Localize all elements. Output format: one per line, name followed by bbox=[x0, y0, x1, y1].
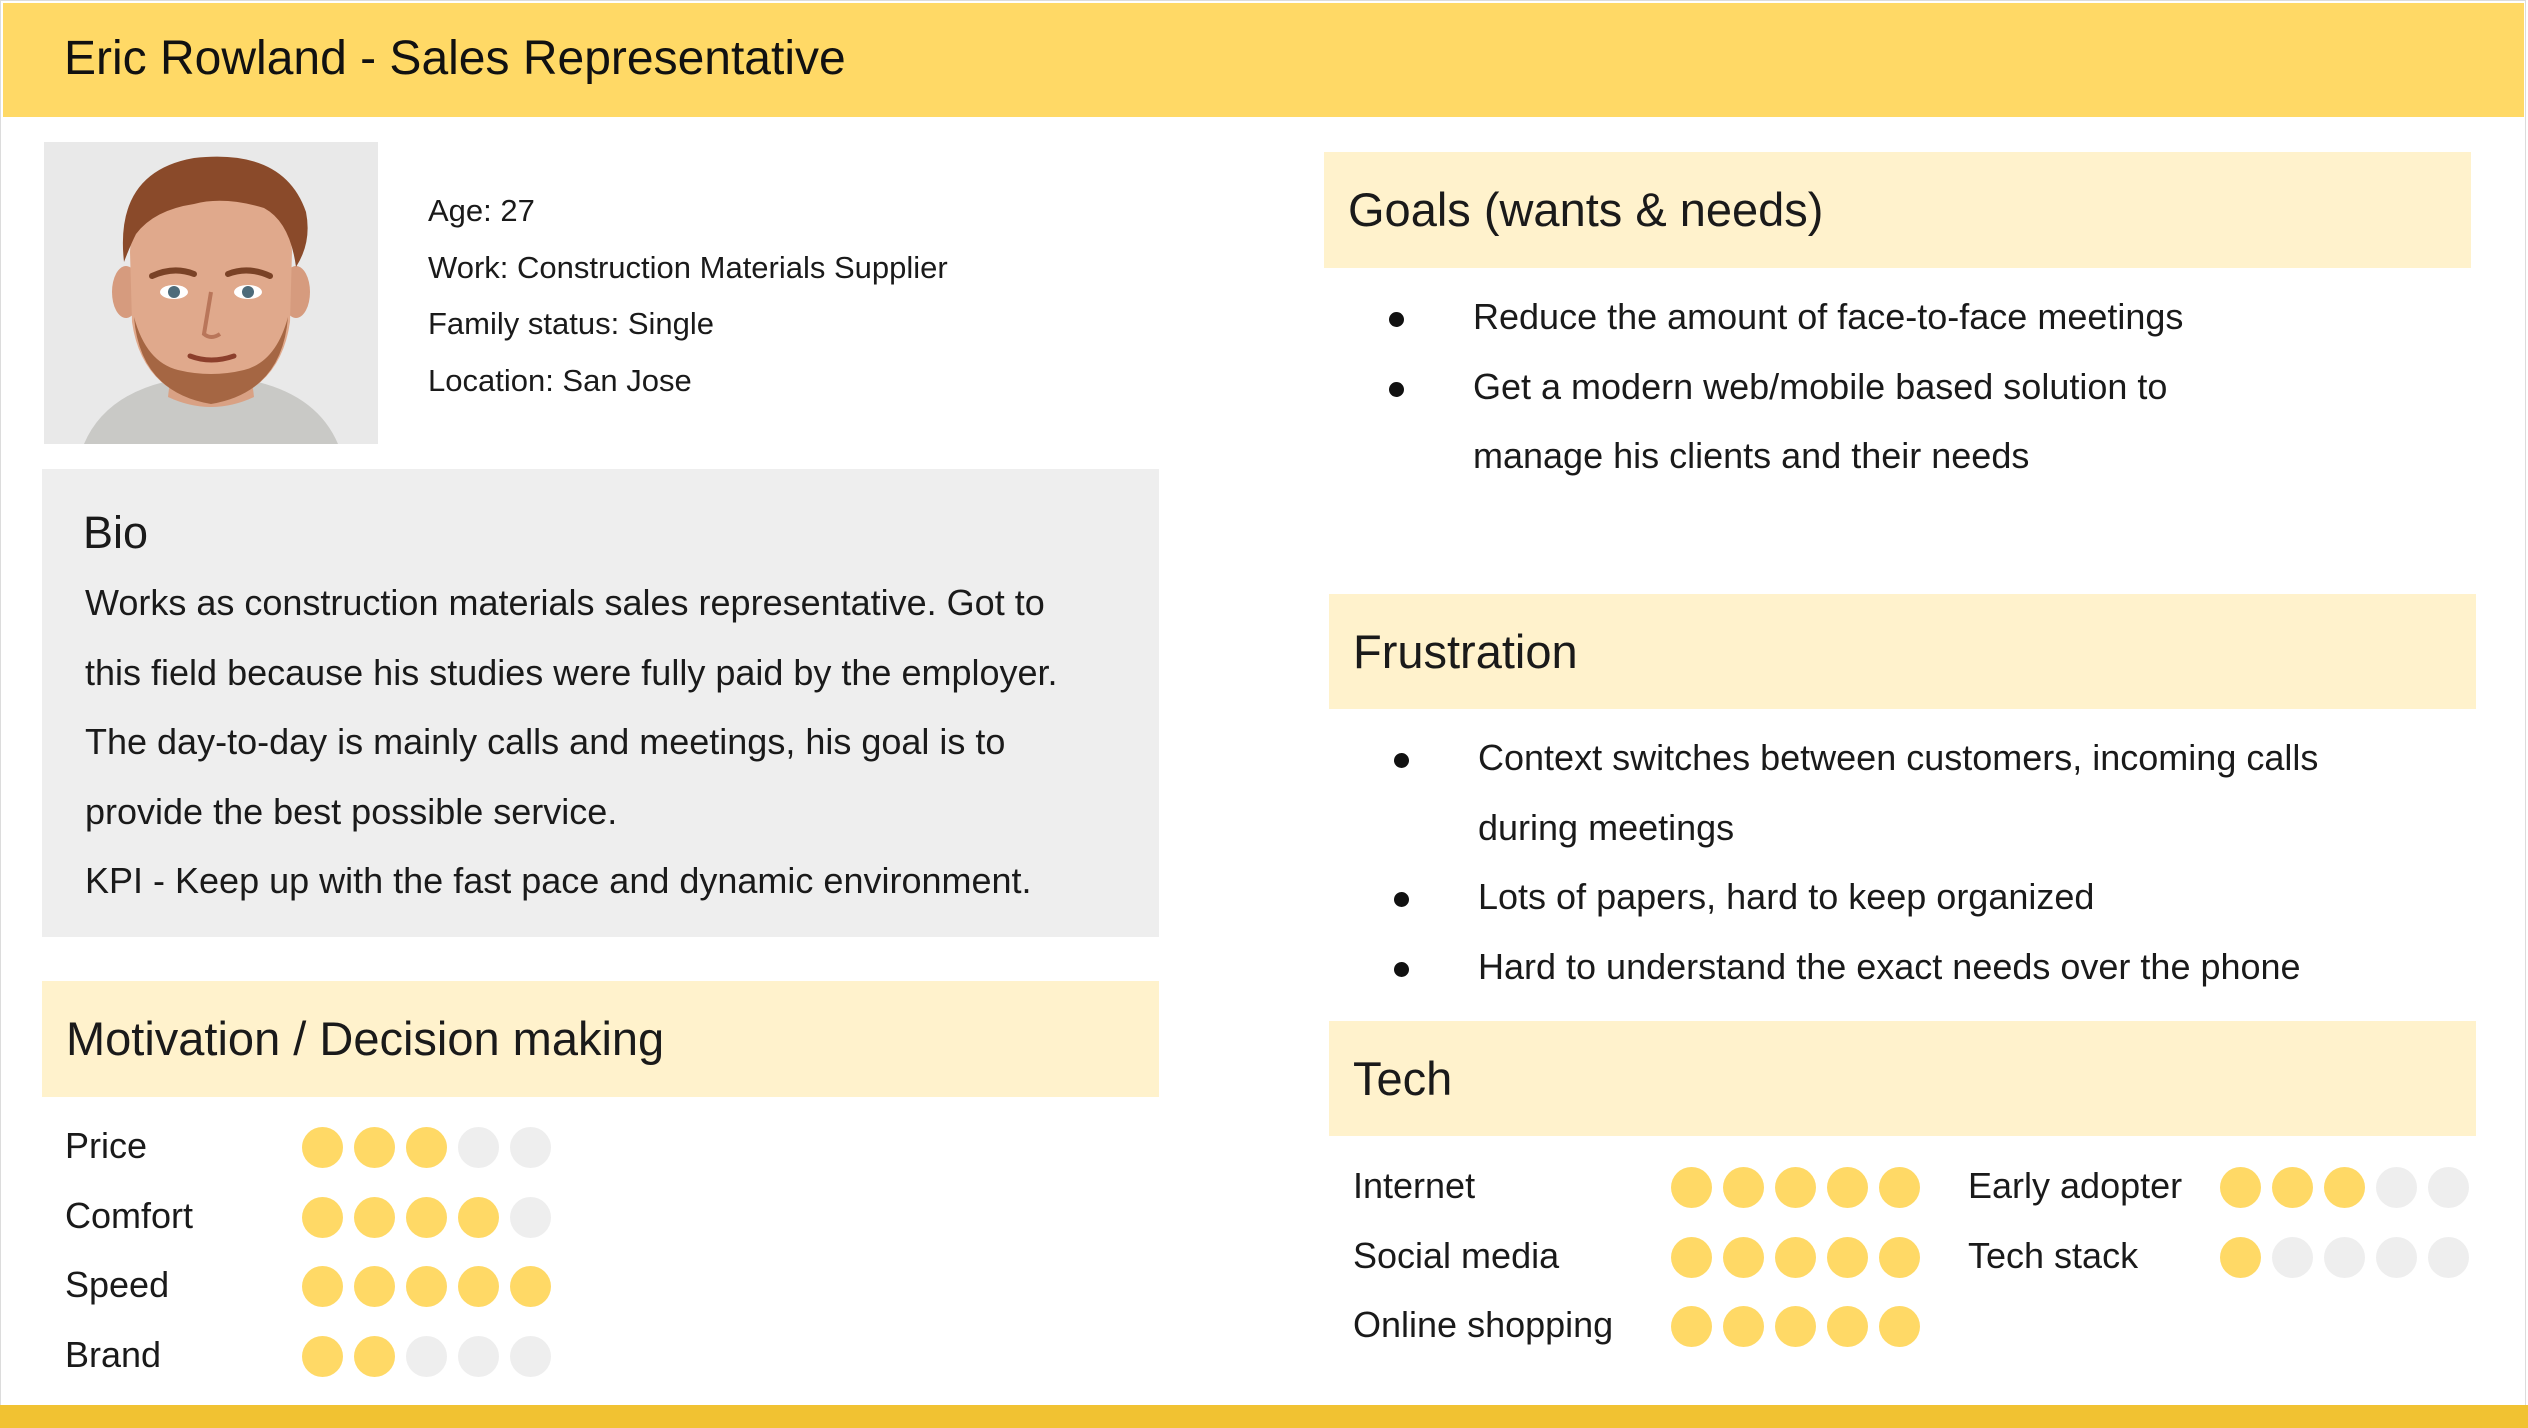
rating-dot-empty bbox=[2272, 1237, 2313, 1278]
rating-row bbox=[65, 1111, 625, 1181]
rating-dot-empty bbox=[2428, 1167, 2469, 1208]
goals-list bbox=[1389, 282, 2183, 491]
rating-dot-filled bbox=[302, 1127, 343, 1168]
rating-label: Social media bbox=[1353, 1234, 1560, 1276]
rating-dot-filled bbox=[1879, 1237, 1920, 1278]
rating-dot-filled bbox=[406, 1266, 447, 1307]
rating-label: Tech stack bbox=[1968, 1234, 2139, 1276]
tech-title: Tech bbox=[1353, 1052, 1453, 1105]
rating-label: Internet bbox=[1353, 1165, 1476, 1206]
rating-dot-empty bbox=[2324, 1237, 2365, 1278]
rating-dot-filled bbox=[1827, 1306, 1868, 1347]
bullet-icon bbox=[1389, 382, 1404, 397]
goals-header bbox=[1324, 152, 2471, 268]
bullet-text: Lots of papers, hard to keep organized bbox=[1478, 876, 2095, 917]
rating-dot-filled bbox=[1879, 1306, 1920, 1347]
fact-family-status: Family status: Single bbox=[428, 306, 714, 341]
rating-row bbox=[65, 1320, 625, 1390]
rating-dot-empty bbox=[2428, 1237, 2469, 1278]
rating-dot-filled bbox=[354, 1127, 395, 1168]
bio-line: Works as construction materials sales representative. Got to bbox=[85, 582, 1045, 623]
rating-label: Brand bbox=[65, 1333, 162, 1375]
rating-dot-filled bbox=[1827, 1167, 1868, 1208]
bullet-item bbox=[1394, 862, 2318, 932]
bullet-item bbox=[1394, 723, 2318, 862]
tech-header bbox=[1329, 1021, 2476, 1136]
bullet-text: during meetings bbox=[1478, 806, 1735, 848]
bullet-text: Context switches between customers, incoming calls bbox=[1478, 737, 2319, 778]
bullet-item bbox=[1389, 282, 2183, 352]
rating-label: Comfort bbox=[65, 1194, 194, 1236]
rating-dot-filled bbox=[1723, 1306, 1764, 1347]
rating-dot-filled bbox=[354, 1197, 395, 1238]
motivation-title: Motivation / Decision making bbox=[66, 1012, 665, 1065]
bio-line: provide the best possible service. bbox=[85, 790, 618, 832]
motivation-ratings bbox=[65, 1111, 625, 1389]
rating-dot-filled bbox=[1775, 1237, 1816, 1278]
rating-dot-filled bbox=[406, 1127, 447, 1168]
rating-dot-filled bbox=[1827, 1237, 1868, 1278]
bio-text bbox=[85, 568, 1145, 916]
rating-dot-empty bbox=[510, 1197, 551, 1238]
bullet-icon bbox=[1394, 892, 1409, 907]
rating-dots bbox=[1671, 1237, 1920, 1278]
rating-dot-filled bbox=[2272, 1167, 2313, 1208]
rating-dot-filled bbox=[2220, 1167, 2261, 1208]
bio-line: this field because his studies were fully paid by the employer. bbox=[85, 651, 1058, 693]
bullet-icon bbox=[1389, 312, 1404, 327]
rating-dot-empty bbox=[458, 1127, 499, 1168]
bullet-icon bbox=[1394, 962, 1409, 977]
frustration-header bbox=[1329, 594, 2476, 709]
rating-dots bbox=[302, 1197, 551, 1238]
rating-dot-filled bbox=[1723, 1237, 1764, 1278]
rating-dots bbox=[1671, 1167, 1920, 1208]
rating-dot-filled bbox=[1775, 1167, 1816, 1208]
rating-dots bbox=[1671, 1306, 1920, 1347]
rating-dots bbox=[2220, 1237, 2469, 1278]
rating-label: Speed bbox=[65, 1264, 170, 1305]
bottom-bar bbox=[0, 1405, 2528, 1428]
fact-location: Location: San Jose bbox=[428, 362, 692, 398]
bio-line: KPI - Keep up with the fast pace and dynamic environment. bbox=[85, 860, 1032, 901]
rating-row bbox=[65, 1250, 625, 1320]
bio-line: The day-to-day is mainly calls and meetings, his goal is to bbox=[85, 721, 1006, 762]
rating-dot-filled bbox=[1723, 1167, 1764, 1208]
rating-dot-filled bbox=[458, 1266, 499, 1307]
bullet-icon bbox=[1394, 753, 1409, 768]
frustration-title: Frustration bbox=[1353, 625, 1578, 678]
rating-dot-filled bbox=[1671, 1237, 1712, 1278]
rating-row bbox=[1353, 1221, 1953, 1291]
rating-dot-filled bbox=[406, 1197, 447, 1238]
frustration-list bbox=[1394, 723, 2318, 1001]
rating-dots bbox=[302, 1127, 551, 1168]
bullet-text: Hard to understand the exact needs over the phone bbox=[1478, 945, 2301, 987]
rating-dot-filled bbox=[2220, 1237, 2261, 1278]
rating-row bbox=[1353, 1290, 1953, 1360]
rating-dot-filled bbox=[354, 1336, 395, 1377]
rating-dot-filled bbox=[458, 1197, 499, 1238]
header-bar bbox=[3, 3, 2524, 117]
rating-dot-filled bbox=[1671, 1167, 1712, 1208]
rating-row bbox=[1353, 1151, 1953, 1221]
rating-dots bbox=[2220, 1167, 2469, 1208]
rating-dots bbox=[302, 1336, 551, 1377]
goals-title: Goals (wants & needs) bbox=[1348, 183, 1824, 236]
page-title: Eric Rowland - Sales Representative bbox=[64, 32, 846, 85]
rating-dot-filled bbox=[2324, 1167, 2365, 1208]
rating-dot-filled bbox=[302, 1336, 343, 1377]
rating-dot-filled bbox=[1671, 1306, 1712, 1347]
rating-dot-empty bbox=[2376, 1237, 2417, 1278]
rating-row bbox=[1968, 1151, 2488, 1221]
rating-dot-filled bbox=[302, 1197, 343, 1238]
rating-dots bbox=[302, 1266, 551, 1307]
rating-label: Early adopter bbox=[1968, 1165, 2183, 1206]
motivation-header bbox=[42, 981, 1159, 1097]
rating-dot-empty bbox=[510, 1127, 551, 1168]
fact-age: Age: 27 bbox=[428, 193, 535, 228]
portrait-photo bbox=[44, 142, 378, 444]
rating-dot-empty bbox=[458, 1336, 499, 1377]
bullet-text: Get a modern web/mobile based solution to bbox=[1473, 365, 2168, 407]
rating-dot-filled bbox=[354, 1266, 395, 1307]
rating-dot-filled bbox=[510, 1266, 551, 1307]
rating-row bbox=[65, 1181, 625, 1251]
rating-dot-empty bbox=[406, 1336, 447, 1377]
bullet-item bbox=[1394, 932, 2318, 1002]
bullet-item bbox=[1389, 352, 2183, 491]
bio-title: Bio bbox=[83, 507, 149, 558]
rating-dot-filled bbox=[1879, 1167, 1920, 1208]
rating-dot-empty bbox=[510, 1336, 551, 1377]
tech-ratings-left bbox=[1353, 1151, 1953, 1360]
rating-dot-empty bbox=[2376, 1167, 2417, 1208]
bio-section bbox=[42, 469, 1159, 937]
rating-row bbox=[1968, 1221, 2488, 1291]
profile-facts bbox=[428, 183, 948, 409]
bullet-text: manage his clients and their needs bbox=[1473, 435, 2030, 476]
bullet-text: Reduce the amount of face-to-face meetings bbox=[1473, 296, 2184, 337]
rating-dot-filled bbox=[1775, 1306, 1816, 1347]
tech-ratings-right bbox=[1968, 1151, 2488, 1290]
rating-label: Price bbox=[65, 1125, 148, 1166]
rating-label: Online shopping bbox=[1353, 1304, 1614, 1345]
fact-work: Work: Construction Materials Supplier bbox=[428, 249, 948, 285]
rating-dot-filled bbox=[302, 1266, 343, 1307]
portrait-illustration bbox=[44, 142, 378, 444]
